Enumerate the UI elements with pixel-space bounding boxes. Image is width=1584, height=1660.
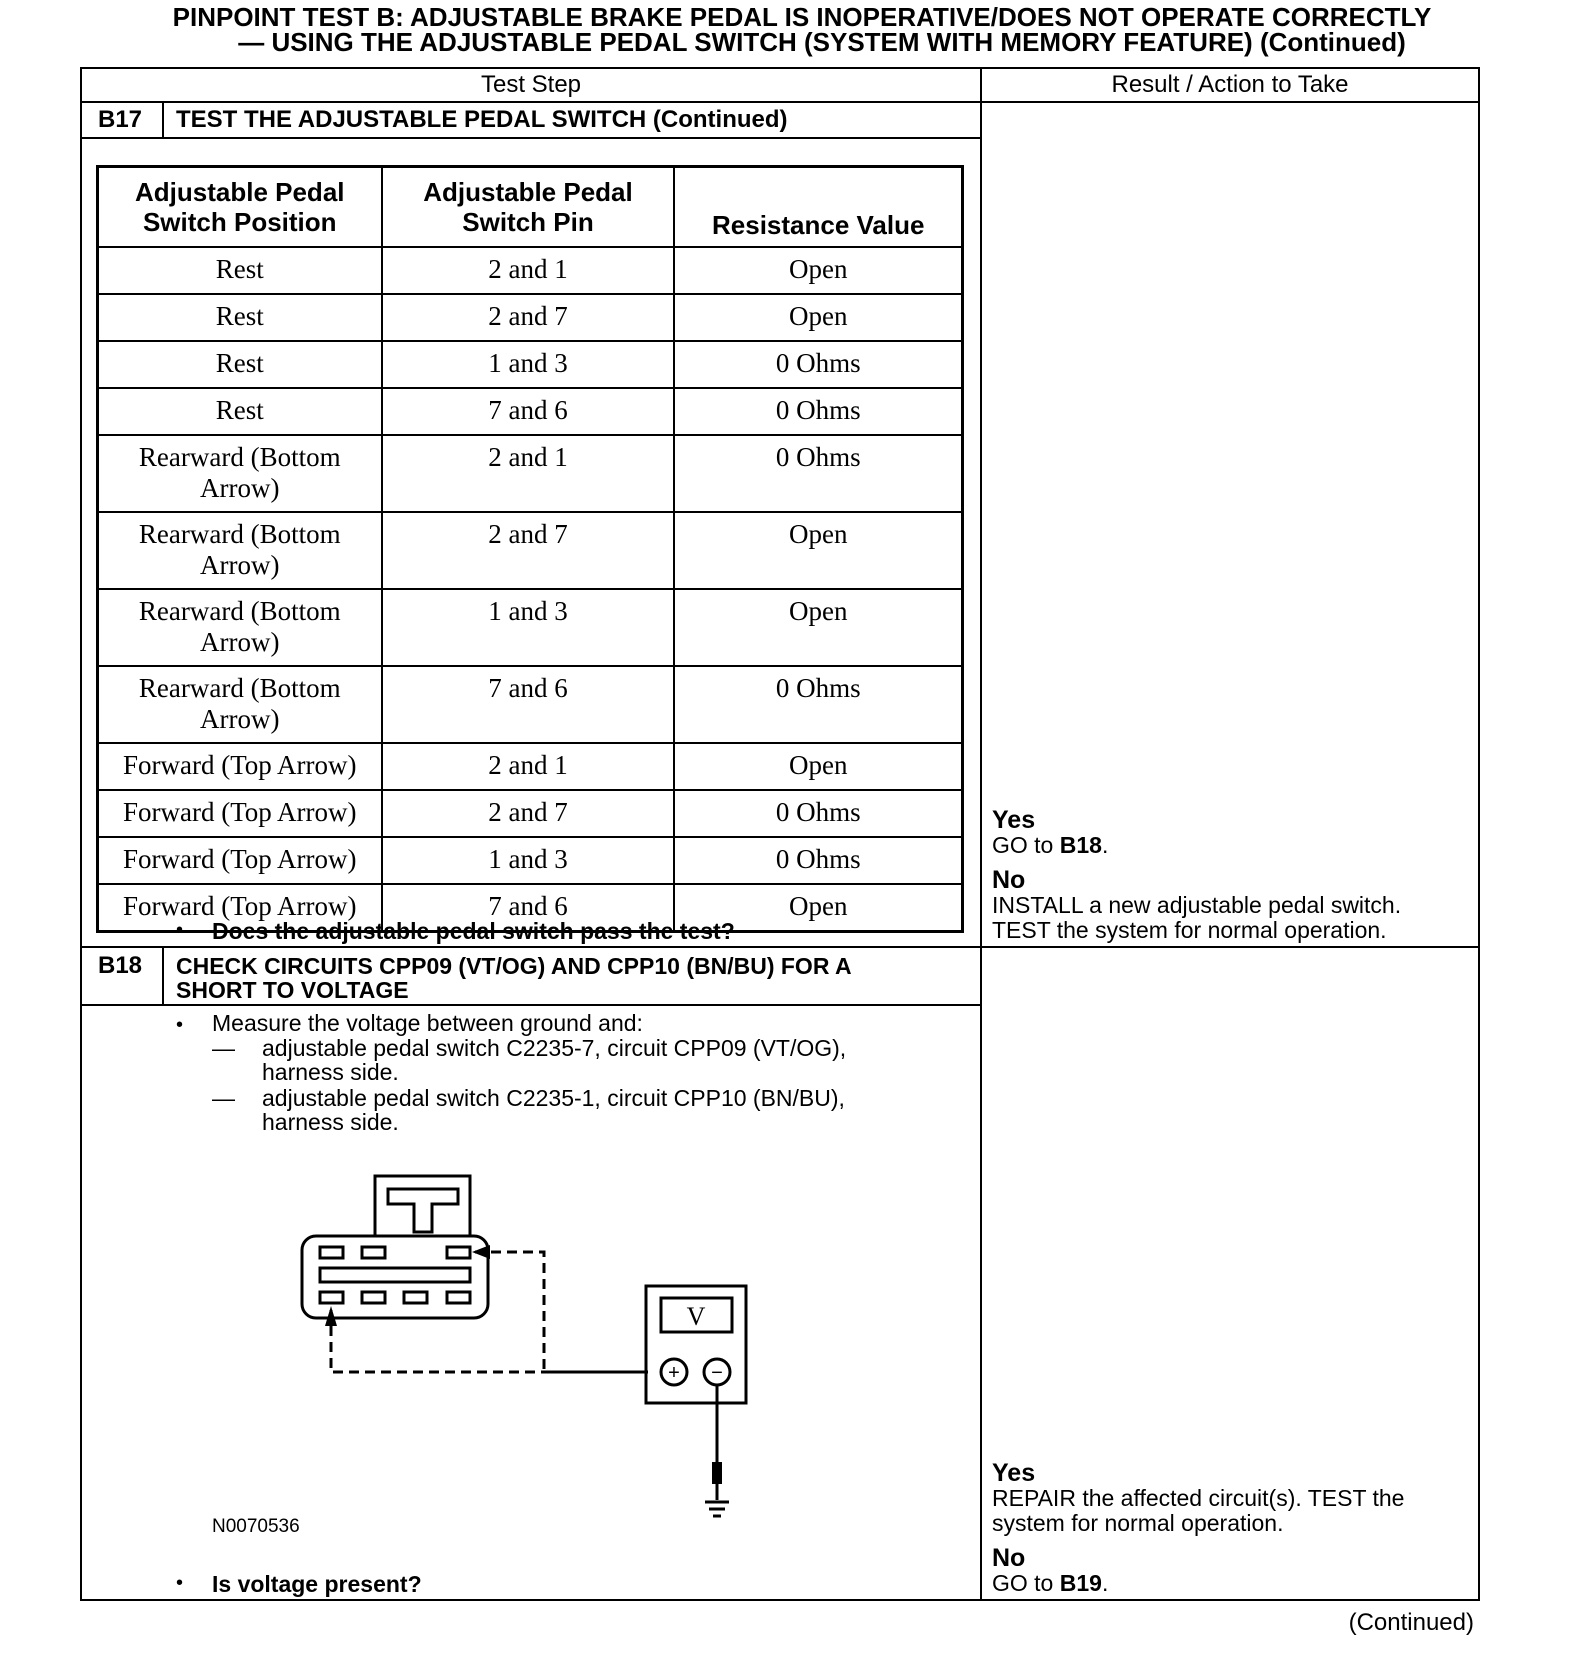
cell-resistance: 0 Ohms — [674, 435, 962, 512]
table-row — [98, 512, 963, 589]
b17-yes-prefix: GO to — [992, 832, 1054, 858]
cell-pin: 1 and 3 — [382, 837, 675, 884]
table-row — [98, 341, 963, 388]
b18-step-title-line-2: SHORT TO VOLTAGE — [176, 977, 409, 1003]
table-row — [98, 666, 963, 743]
cell-resistance: Open — [674, 294, 962, 341]
cell-resistance: Open — [674, 512, 962, 589]
cell-position: Forward (Top Arrow) — [98, 884, 382, 932]
page-title-line-2: — USING THE ADJUSTABLE PEDAL SWITCH (SYSTEM WITH MEMORY FEATURE) (Continued) — [238, 27, 1406, 57]
plus-icon: + — [668, 1362, 680, 1384]
header-result-action: Result / Action to Take — [1111, 71, 1349, 98]
cell-resistance: 0 Ohms — [674, 790, 962, 837]
figure-id: N0070536 — [212, 1516, 300, 1537]
b18-yes-label: Yes — [992, 1459, 1036, 1487]
b17-question: Does the adjustable pedal switch pass the test? — [212, 918, 735, 944]
b18-sub2-line-1: adjustable pedal switch C2235-1, circuit CPP10 (BN/BU), — [262, 1085, 845, 1111]
cell-position: Rest — [98, 341, 382, 388]
cell-position: Forward (Top Arrow) — [98, 743, 382, 790]
cell-resistance: Open — [674, 743, 962, 790]
b18-yes-line-2: system for normal operation. — [992, 1510, 1284, 1536]
cell-position: Rearward (Bottom Arrow) — [98, 435, 382, 512]
cell-pin: 2 and 7 — [382, 512, 675, 589]
minus-icon: − — [711, 1362, 723, 1384]
b18-sub1-line-2: harness side. — [262, 1059, 399, 1085]
continued-label: (Continued) — [1348, 1609, 1474, 1636]
cell-resistance: 0 Ohms — [674, 666, 962, 743]
bullet: • — [176, 1572, 184, 1594]
cell-pin: 1 and 3 — [382, 589, 675, 666]
cell-pin: 7 and 6 — [382, 666, 675, 743]
b18-no-label: No — [992, 1544, 1026, 1572]
header-divider — [80, 101, 1480, 103]
column-divider — [980, 67, 982, 1601]
cell-pin: 7 and 6 — [382, 388, 675, 435]
b17-yes-label: Yes — [992, 806, 1036, 834]
table-row — [98, 743, 963, 790]
voltmeter-label: V — [686, 1302, 706, 1331]
b18-step-title-line-1: CHECK CIRCUITS CPP09 (VT/OG) AND CPP10 (BN/BU) FOR A — [176, 953, 852, 979]
b17-step-title: TEST THE ADJUSTABLE PEDAL SWITCH (Continued) — [176, 106, 788, 133]
resistance-table — [96, 165, 964, 933]
dash: — — [212, 1035, 235, 1061]
column-header-position: Adjustable Pedal Switch Position — [98, 167, 382, 248]
b17-no-label: No — [992, 866, 1026, 894]
cell-resistance: Open — [674, 589, 962, 666]
b18-no-target: B19 — [1059, 1570, 1102, 1596]
cell-position: Rearward (Bottom Arrow) — [98, 512, 382, 589]
b18-header-divider — [80, 1004, 980, 1006]
bullet: • — [176, 1014, 184, 1036]
table-row — [98, 435, 963, 512]
table-row — [98, 388, 963, 435]
cell-pin: 2 and 1 — [382, 247, 675, 294]
b17-header-divider — [80, 137, 980, 139]
b17-no-line-1: INSTALL a new adjustable pedal switch. — [992, 892, 1402, 918]
table-row — [98, 589, 963, 666]
cell-position: Rearward (Bottom Arrow) — [98, 589, 382, 666]
table-row — [98, 837, 963, 884]
cell-pin: 2 and 1 — [382, 743, 675, 790]
b17-step-id: B17 — [98, 106, 143, 133]
cell-position: Forward (Top Arrow) — [98, 790, 382, 837]
cell-pin: 7 and 6 — [382, 884, 675, 932]
cell-resistance: 0 Ohms — [674, 341, 962, 388]
b18-step-id: B18 — [98, 952, 143, 979]
cell-position: Rearward (Bottom Arrow) — [98, 666, 382, 743]
cell-pin: 2 and 1 — [382, 435, 675, 512]
column-header-pin: Adjustable Pedal Switch Pin — [382, 167, 675, 248]
cell-resistance: 0 Ohms — [674, 837, 962, 884]
cell-position: Rest — [98, 294, 382, 341]
b18-instruction: Measure the voltage between ground and: — [212, 1010, 643, 1036]
b17-id-divider — [162, 101, 164, 137]
b17-yes-action: GO to B18. — [992, 832, 1109, 858]
b18-id-divider — [162, 946, 164, 1004]
step-divider — [80, 946, 1480, 948]
b18-no-prefix: GO to — [992, 1570, 1054, 1596]
cell-resistance: Open — [674, 247, 962, 294]
table-row — [98, 294, 963, 341]
cell-pin: 1 and 3 — [382, 341, 675, 388]
cell-position: Rest — [98, 247, 382, 294]
b18-sub2-line-2: harness side. — [262, 1109, 399, 1135]
b18-no-action: GO to B19. — [992, 1570, 1109, 1596]
b18-question: Is voltage present? — [212, 1571, 422, 1597]
table-row — [98, 790, 963, 837]
cell-pin: 2 and 7 — [382, 790, 675, 837]
header-test-step: Test Step — [480, 71, 582, 98]
cell-position: Rest — [98, 388, 382, 435]
cell-resistance: 0 Ohms — [674, 388, 962, 435]
b17-no-line-2: TEST the system for normal operation. — [992, 917, 1387, 943]
dash: — — [212, 1085, 235, 1111]
b18-sub1-line-1: adjustable pedal switch C2235-7, circuit CPP09 (VT/OG), — [262, 1035, 847, 1061]
cell-resistance: Open — [674, 884, 962, 932]
cell-position: Forward (Top Arrow) — [98, 837, 382, 884]
cell-pin: 2 and 7 — [382, 294, 675, 341]
table-row — [98, 247, 963, 294]
bullet: • — [176, 919, 184, 941]
page-title-line-1: PINPOINT TEST B: ADJUSTABLE BRAKE PEDAL IS INOPERATIVE/DOES NOT OPERATE CORRECTLY — [172, 2, 1432, 32]
b17-yes-target: B18 — [1059, 832, 1102, 858]
column-header-resistance: Resistance Value — [674, 167, 962, 248]
b18-yes-line-1: REPAIR the affected circuit(s). TEST the — [992, 1485, 1405, 1511]
